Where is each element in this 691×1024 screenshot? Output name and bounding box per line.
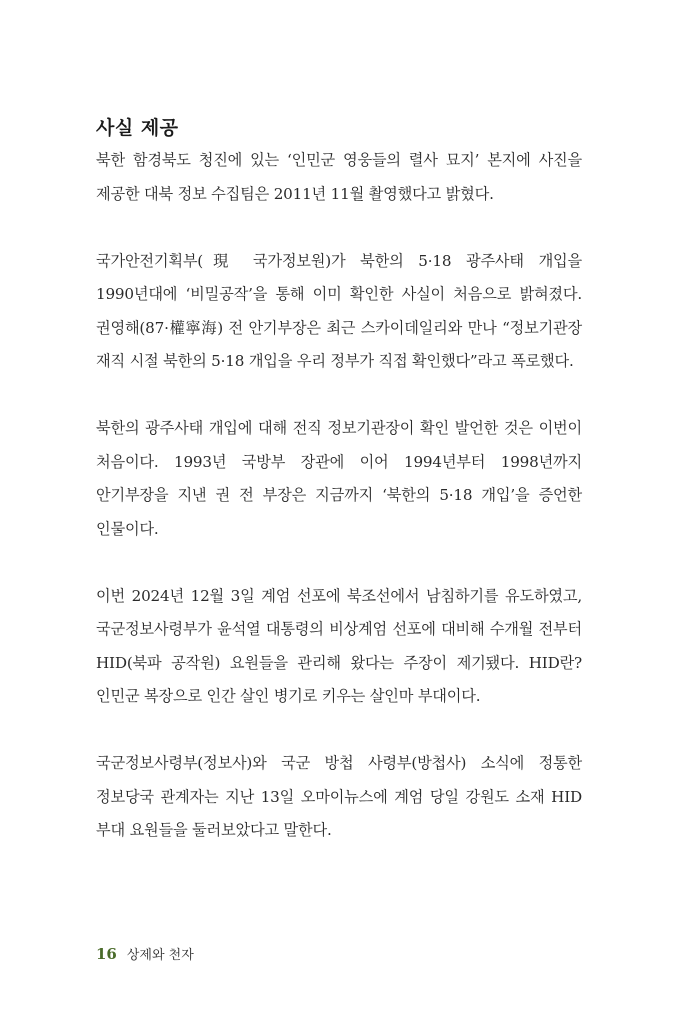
article-body — [96, 114, 582, 881]
page-footer — [96, 944, 194, 968]
paragraph-5: 국군정보사령부(정보사)와 국군 방첩 사령부(방첩사) 소식에 정통한 정보당국 관계자는 지난 13일 오마이뉴스에 계엄 당일 강원도 소재 HID 부대 요원들을 둘러보았다고 말한다. — [96, 754, 582, 839]
paragraph-1: 북한 함경북도 청진에 있는 ‘인민군 영웅들의 렬사 묘지’ 본지에 사진을 제공한 대북 정보 수집팀은 2011년 11월 촬영했다고 밝혔다. — [96, 151, 582, 203]
page-number: 16 — [96, 945, 117, 963]
paragraph-3: 북한의 광주사태 개입에 대해 전직 정보기관장이 확인 발언한 것은 이번이 처음이다. 1993년 국방부 장관에 이어 1994년부터 1998년까지 안기부장을 지낸 권 전 부장은 지금까지 ‘북한의 5·18 개입’을 증언한 인물이다. — [96, 419, 582, 538]
paragraph-4: 이번 2024년 12월 3일 계엄 선포에 북조선에서 남침하기를 유도하였고, 국군정보사령부가 윤석열 대통령의 비상계엄 선포에 대비해 수개월 전부터 HID(북파 공작원) 요원들을 관리해 왔다는 주장이 제기됐다. HID란? 인민군 복장으로 인간 살인 병기로 키우는 살인마 부대이다. — [96, 586, 582, 705]
paragraph-2: 국가안전기획부(現 국가정보원)가 북한의 5·18 광주사태 개입을 1990년대에 ‘비밀공작’을 통해 이미 확인한 사실이 처음으로 밝혀졌다. 권영해(87·權寧海) 전 안기부장은 최근 스카이데일리와 만나 “정보기관장 재직 시절 북한의 5·18 개입을 우리 정부가 직접 확인했다”라고 폭로했다. — [96, 251, 582, 370]
running-title: 상제와 천자 — [126, 948, 194, 963]
section-heading: 사실 제공 — [96, 117, 179, 139]
